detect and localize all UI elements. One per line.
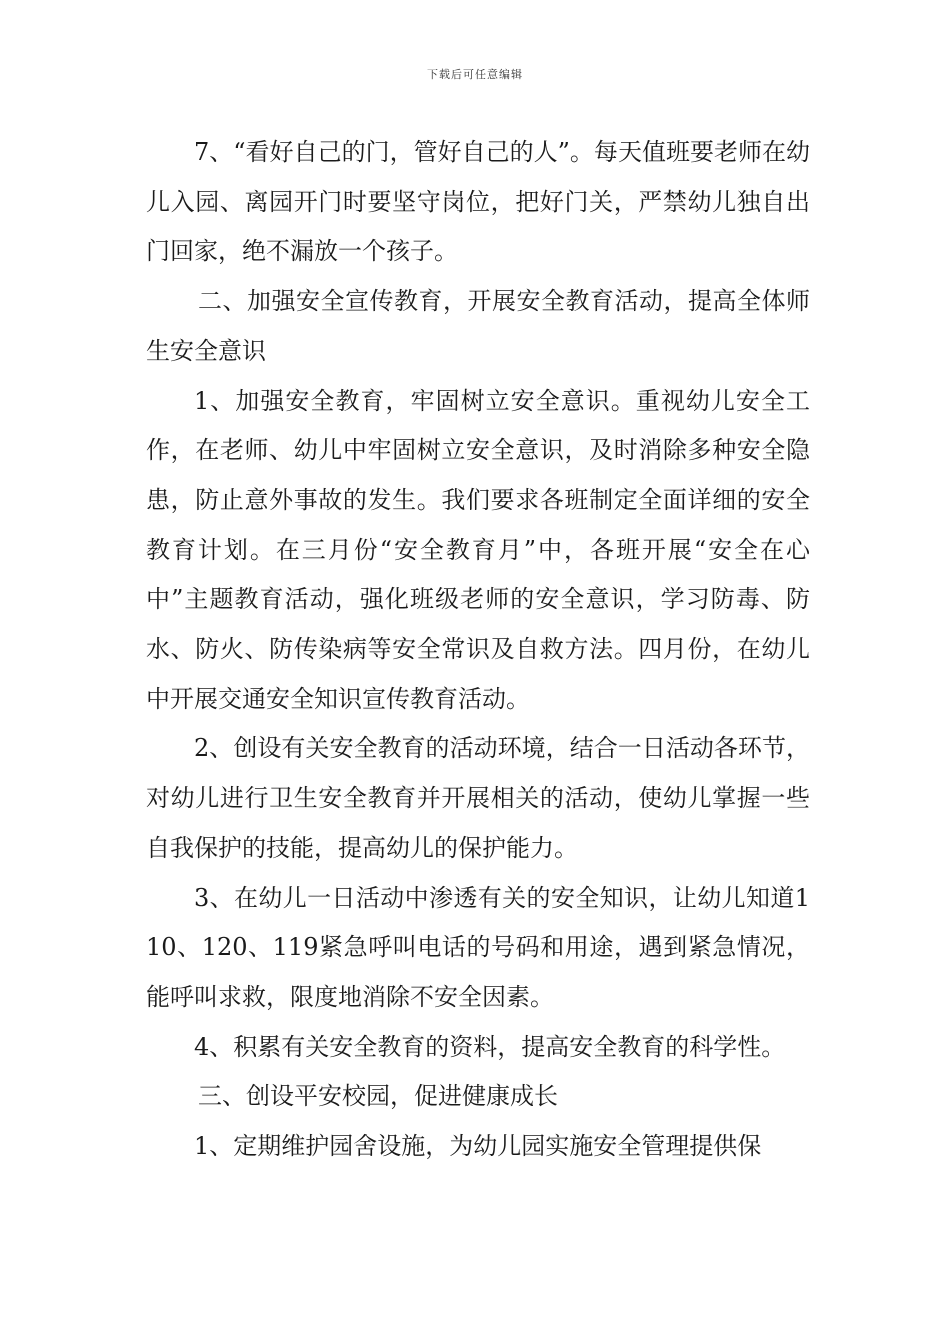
paragraph-item-1-section-3: 1、定期维护园舍设施，为幼儿园实施安全管理提供保: [194, 1132, 762, 1161]
section-heading-3: 三、创设平安校园，促进健康成长: [198, 1082, 558, 1111]
section-heading-2: 二、加强安全宣传教育，开展安全教育活动，提高全体师生安全意识: [146, 287, 810, 365]
paragraph-item-7: 7、“看好自己的门，管好自己的人”。每天值班要老师在幼儿入园、离园开门时要坚守岗位，把好门关，严禁幼儿独自出门回家，绝不漏放一个孩子。: [146, 138, 810, 266]
paragraph-item-2: 2、创设有关安全教育的活动环境，结合一日活动各环节，对幼儿进行卫生安全教育并开展相关的活动，使幼儿掌握一些自我保护的技能，提高幼儿的保护能力。: [146, 734, 810, 862]
paragraph-item-4: 4、积累有关安全教育的资料，提高安全教育的科学性。: [194, 1032, 786, 1061]
paragraph-item-1: 1、加强安全教育，牢固树立安全意识。重视幼儿安全工作，在老师、幼儿中牢固树立安全意识，及时消除多种安全隐患，防止意外事故的发生。我们要求各班制定全面详细的安全教育计划。在三月份“安全教育月”中，各班开展“安全在心中”主题教育活动，强化班级老师的安全意识，学习防毒、防水、防火、防传染病等安全常识及自救方法。四月份，在幼儿中开展交通安全知识宣传教育活动。: [146, 386, 810, 713]
document-body: [146, 128, 810, 1172]
page-header: 下载后可任意编辑: [427, 68, 523, 81]
paragraph-item-3: 3、在幼儿一日活动中渗透有关的安全知识，让幼儿知道110、120、119紧急呼叫电话的号码和用途，遇到紧急情况，能呼叫求救，限度地消除不安全因素。: [146, 883, 810, 1011]
